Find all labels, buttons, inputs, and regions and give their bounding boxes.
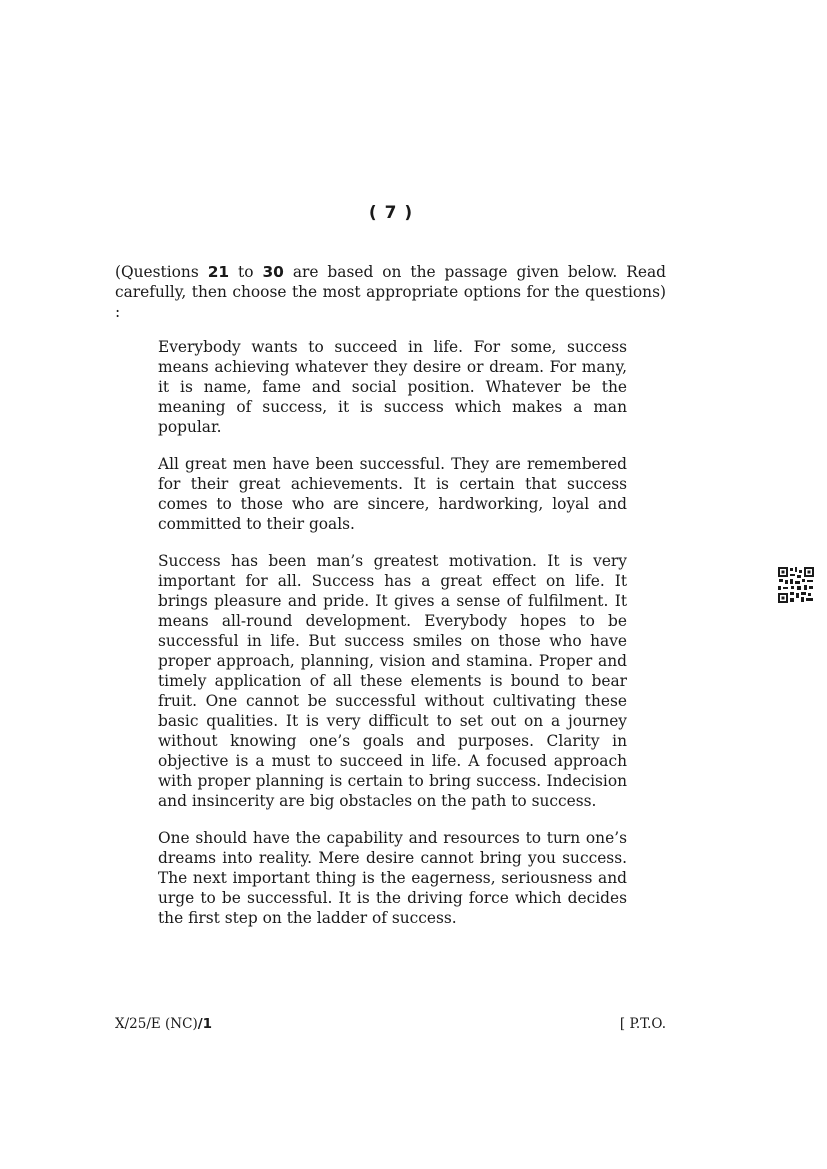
- instruction-suffix: are based on the passage given below. Read carefully, then choose the most appropriate options for the questions) :: [115, 263, 666, 321]
- page-number: ( 7 ): [368, 203, 414, 223]
- passage-paragraph-3: Success has been man’s greatest motivation. It is very important for all. Success has a great effect on life. It brings pleasure and pride. It gives a sense of fulfilment. It means all-round development. Everybody hopes to be successful in life. But success smiles on those who have proper approach, planning, vision and stamina. Proper and timely application of all these elements is bound to bear fruit. One cannot be successful without cultivating these basic qualities. It is very difficult to set out on a journey without knowing one’s goals and purposes. Clarity in objective is a must to succeed in life. A focused approach with proper planning is certain to bring success. Indecision and insincerity are big obstacles on the path to success.: [158, 552, 627, 810]
- instruction-mid: to: [229, 263, 263, 281]
- question-start-number: 21: [207, 263, 230, 281]
- qr-code-icon: [777, 566, 815, 604]
- passage: [158, 337, 627, 945]
- paper-code-suffix: /1: [197, 1016, 213, 1032]
- passage-paragraph-4: One should have the capability and resources to turn one’s dreams into reality. Mere desire cannot bring you success. The next important thing is the eagerness, seriousness and urge to be successful. It is the driving force which decides the first step on the ladder of success.: [158, 829, 627, 927]
- passage-paragraph-1: Everybody wants to succeed in life. For some, success means achieving whatever they desire or dream. For many, it is name, fame and social position. Whatever be the meaning of success, it is success which makes a man popular.: [158, 338, 627, 436]
- passage-paragraph-2: All great men have been successful. They are remembered for their great achievements. It is certain that success comes to those who are sincere, hardworking, loyal and committed to their goals.: [158, 455, 627, 533]
- instruction-text: [115, 262, 666, 322]
- paper-code: X/25/E (NC): [115, 1016, 198, 1032]
- footer-paper-code: [115, 1016, 212, 1032]
- instruction-prefix: (Questions: [115, 263, 208, 281]
- footer-pto: [ P.T.O.: [619, 1016, 666, 1032]
- question-end-number: 30: [262, 263, 284, 281]
